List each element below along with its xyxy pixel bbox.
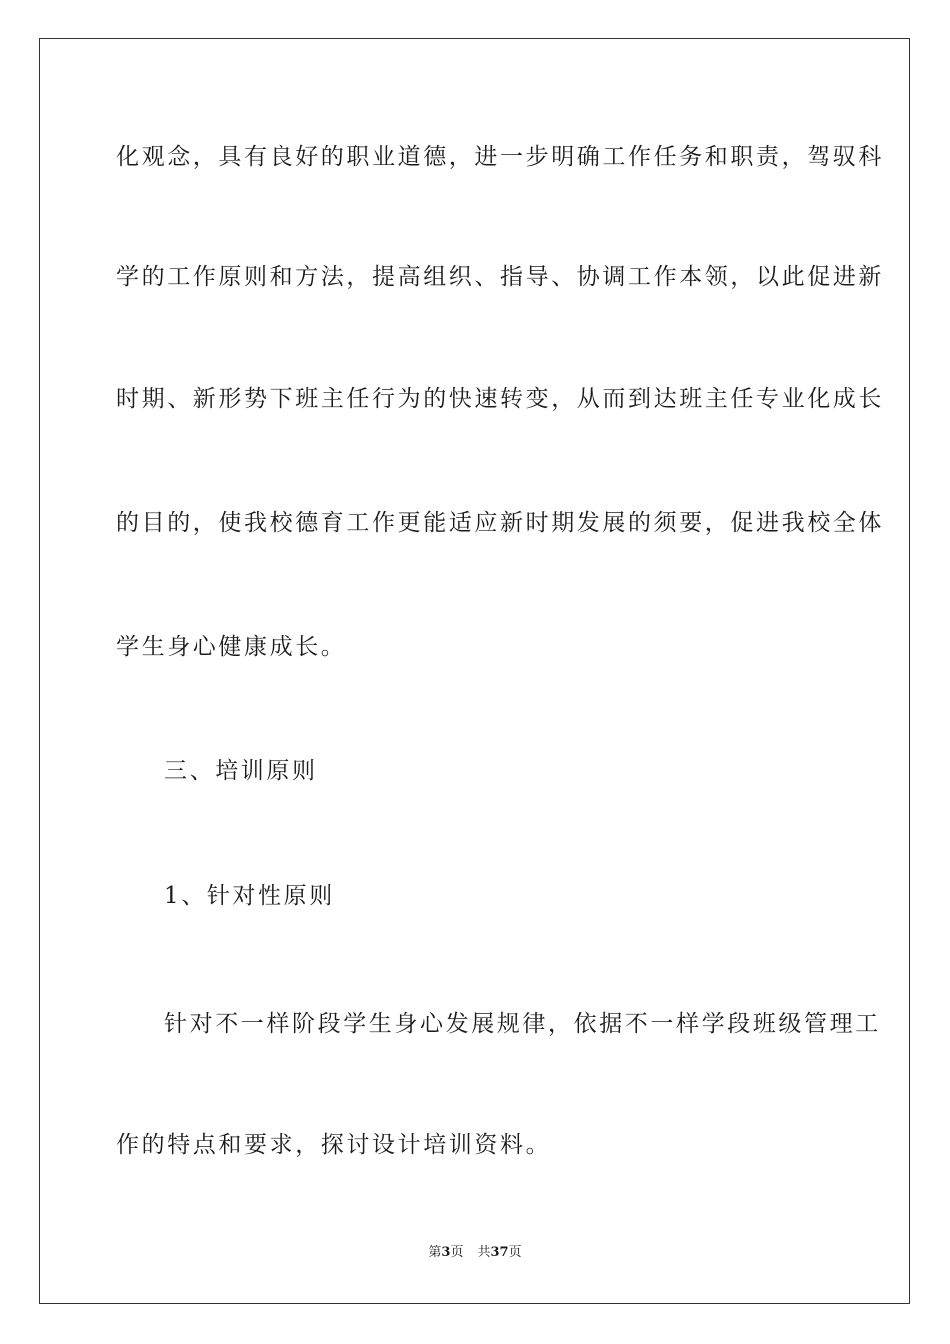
- paragraph-line-1: 化观念，具有良好的职业道德，进一步明确工作任务和职责，驾驭科: [116, 144, 884, 170]
- footer-page-prefix: 第: [428, 1245, 442, 1260]
- footer-total-prefix: 共: [477, 1245, 491, 1260]
- footer-total-suffix: 页: [508, 1245, 522, 1260]
- paragraph-line-5: 学生身心健康成长。: [116, 634, 347, 660]
- paragraph-line-3: 时期、新形势下班主任行为的快速转变，从而到达班主任专业化成长: [116, 386, 884, 412]
- footer-page-current: 3: [441, 1245, 451, 1260]
- footer-page-suffix: 页: [450, 1245, 464, 1260]
- paragraph-line-6: 针对不一样阶段学生身心发展规律，依据不一样学段班级管理工: [164, 1011, 881, 1037]
- subsection-heading: 1、针对性原则: [164, 883, 335, 909]
- paragraph-line-4: 的目的，使我校德育工作更能适应新时期发展的须要，促进我校全体: [116, 510, 884, 536]
- footer-page-total: 37: [490, 1245, 509, 1260]
- page-border: [39, 38, 910, 1304]
- paragraph-line-7: 作的特点和要求，探讨设计培训资料。: [116, 1132, 552, 1158]
- paragraph-line-2: 学的工作原则和方法，提高组织、指导、协调工作本领，以此促进新: [116, 264, 884, 290]
- section-heading: 三、培训原则: [164, 758, 318, 784]
- page-footer: [0, 1244, 950, 1262]
